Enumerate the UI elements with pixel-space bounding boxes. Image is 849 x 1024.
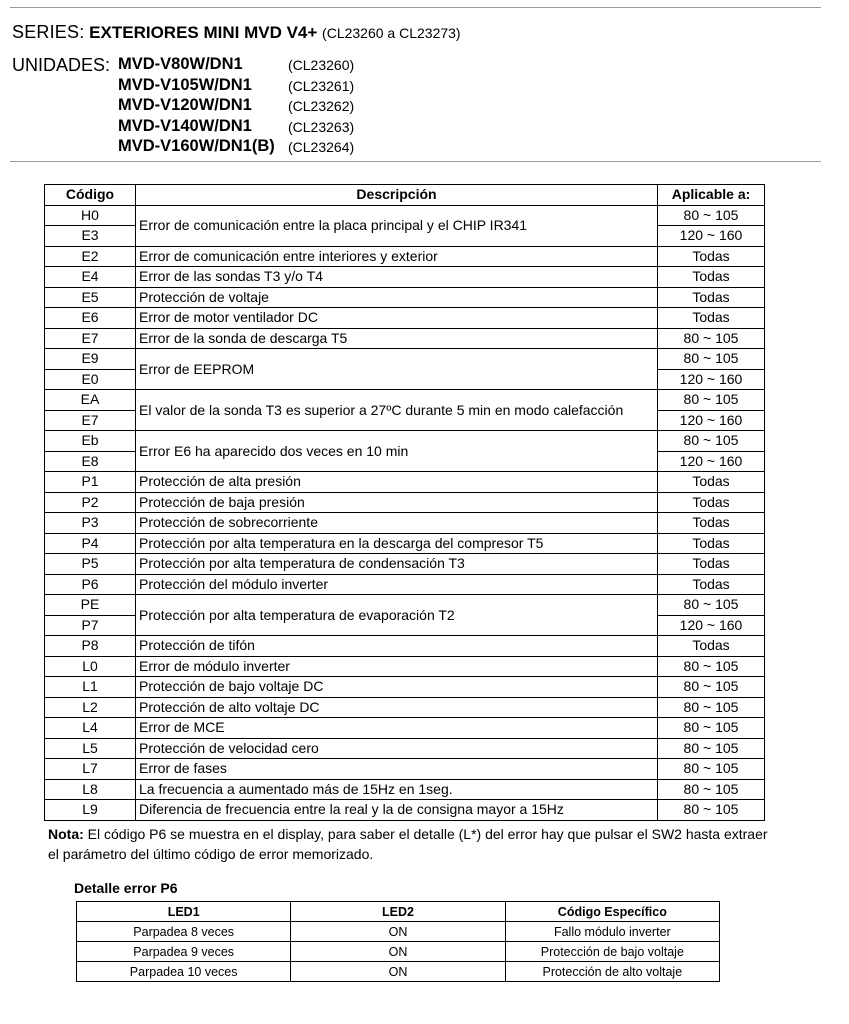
series-name: EXTERIORES MINI MVD V4+ bbox=[89, 23, 318, 42]
unit-row bbox=[118, 75, 355, 97]
series-range: (CL23260 a CL23273) bbox=[322, 25, 461, 41]
error-applies: 80 ~ 105 bbox=[658, 205, 765, 226]
error-applies: 80 ~ 105 bbox=[658, 738, 765, 759]
table-row bbox=[45, 656, 765, 677]
table-row bbox=[45, 205, 765, 226]
error-applies: Todas bbox=[658, 267, 765, 288]
error-code: PE bbox=[45, 595, 136, 616]
error-description: La frecuencia a aumentado más de 15Hz en 1seg. bbox=[136, 779, 658, 800]
error-code: L7 bbox=[45, 759, 136, 780]
table-row bbox=[45, 800, 765, 821]
p6-led1: Parpadea 9 veces bbox=[77, 942, 291, 962]
error-description: Protección de bajo voltaje DC bbox=[136, 677, 658, 698]
error-code: L1 bbox=[45, 677, 136, 698]
error-applies: Todas bbox=[658, 308, 765, 329]
table-row bbox=[45, 492, 765, 513]
error-description: Protección por alta temperatura de evaporación T2 bbox=[136, 595, 658, 636]
error-applies: 80 ~ 105 bbox=[658, 595, 765, 616]
table-row bbox=[45, 513, 765, 534]
table-row bbox=[45, 349, 765, 370]
error-code: L8 bbox=[45, 779, 136, 800]
table-row bbox=[45, 533, 765, 554]
error-description: Protección de alta presión bbox=[136, 472, 658, 493]
header-applies: Aplicable a: bbox=[658, 185, 765, 206]
table-row bbox=[45, 738, 765, 759]
error-code: E4 bbox=[45, 267, 136, 288]
error-description: Error E6 ha aparecido dos veces en 10 min bbox=[136, 431, 658, 472]
error-applies: 120 ~ 160 bbox=[658, 226, 765, 247]
unit-code: (CL23261) bbox=[288, 77, 355, 94]
header-rule bbox=[10, 161, 821, 162]
error-description: Error de comunicación entre la placa principal y el CHIP IR341 bbox=[136, 205, 658, 246]
error-code: P4 bbox=[45, 533, 136, 554]
unit-row bbox=[118, 137, 355, 158]
error-applies: Todas bbox=[658, 554, 765, 575]
error-description: Protección de tifón bbox=[136, 636, 658, 657]
error-code: P1 bbox=[45, 472, 136, 493]
table-row bbox=[45, 759, 765, 780]
error-applies: 120 ~ 160 bbox=[658, 410, 765, 431]
p6-header-led1: LED1 bbox=[77, 902, 291, 922]
error-applies: Todas bbox=[658, 513, 765, 534]
error-code: EA bbox=[45, 390, 136, 411]
error-code: E9 bbox=[45, 349, 136, 370]
error-code: E7 bbox=[45, 328, 136, 349]
table-row bbox=[45, 718, 765, 739]
error-description: El valor de la sonda T3 es superior a 27ºC durante 5 min en modo calefacción bbox=[136, 390, 658, 431]
unit-code: (CL23263) bbox=[288, 118, 355, 135]
error-applies: Todas bbox=[658, 246, 765, 267]
table-row bbox=[45, 677, 765, 698]
p6-led1: Parpadea 8 veces bbox=[77, 922, 291, 942]
error-code: E5 bbox=[45, 287, 136, 308]
error-code: P8 bbox=[45, 636, 136, 657]
table-row bbox=[45, 267, 765, 288]
table-row bbox=[45, 390, 765, 411]
error-applies: 80 ~ 105 bbox=[658, 779, 765, 800]
p6-detail-title: Detalle error P6 bbox=[74, 880, 178, 896]
table-row bbox=[45, 308, 765, 329]
unit-model: MVD-V80W/DN1 bbox=[118, 55, 243, 73]
unit-model: MVD-V160W/DN1(B) bbox=[118, 137, 275, 155]
p6-row bbox=[77, 922, 720, 942]
error-applies: 80 ~ 105 bbox=[658, 800, 765, 821]
unit-model: MVD-V105W/DN1 bbox=[118, 75, 252, 94]
error-code: L5 bbox=[45, 738, 136, 759]
p6-led2: ON bbox=[291, 962, 505, 982]
note-text: El código P6 se muestra en el display, para saber el detalle (L*) del error hay que pulsar el SW2 hasta extraer el parámetro del último código de error memorizado. bbox=[48, 826, 768, 862]
p6-led1: Parpadea 10 veces bbox=[77, 962, 291, 982]
unidades-label: UNIDADES: bbox=[12, 55, 111, 75]
error-applies: 80 ~ 105 bbox=[658, 718, 765, 739]
units-list bbox=[118, 55, 355, 158]
unit-model: MVD-V140W/DN1 bbox=[118, 116, 252, 135]
p6-code: Protección de bajo voltaje bbox=[505, 942, 719, 962]
error-code: H0 bbox=[45, 205, 136, 226]
error-applies: Todas bbox=[658, 636, 765, 657]
error-description: Protección por alta temperatura de condensación T3 bbox=[136, 554, 658, 575]
p6-header-code: Código Específico bbox=[505, 902, 719, 922]
p6-header-led2: LED2 bbox=[291, 902, 505, 922]
error-applies: 80 ~ 105 bbox=[658, 697, 765, 718]
error-applies: 80 ~ 105 bbox=[658, 431, 765, 452]
error-applies: Todas bbox=[658, 574, 765, 595]
error-code: E0 bbox=[45, 369, 136, 390]
error-applies: Todas bbox=[658, 287, 765, 308]
series-line bbox=[12, 22, 461, 43]
error-code: L0 bbox=[45, 656, 136, 677]
table-row bbox=[45, 595, 765, 616]
table-row bbox=[45, 431, 765, 452]
error-code-table bbox=[44, 184, 765, 821]
unit-code: (CL23262) bbox=[288, 98, 355, 114]
table-row bbox=[45, 779, 765, 800]
error-description: Error de fases bbox=[136, 759, 658, 780]
series-label: SERIES: bbox=[12, 22, 85, 42]
error-description: Error de módulo inverter bbox=[136, 656, 658, 677]
error-applies: 80 ~ 105 bbox=[658, 349, 765, 370]
error-description: Protección de sobrecorriente bbox=[136, 513, 658, 534]
p6-code: Fallo módulo inverter bbox=[505, 922, 719, 942]
unit-row bbox=[118, 116, 355, 138]
p6-code: Protección de alto voltaje bbox=[505, 962, 719, 982]
table-header-row bbox=[45, 185, 765, 206]
p6-header-row bbox=[77, 902, 720, 922]
p6-row bbox=[77, 962, 720, 982]
error-applies: Todas bbox=[658, 492, 765, 513]
error-description: Error de motor ventilador DC bbox=[136, 308, 658, 329]
p6-led2: ON bbox=[291, 922, 505, 942]
error-description: Protección por alta temperatura en la descarga del compresor T5 bbox=[136, 533, 658, 554]
header-description: Descripción bbox=[136, 185, 658, 206]
error-code: E7 bbox=[45, 410, 136, 431]
error-applies: Todas bbox=[658, 472, 765, 493]
error-applies: 80 ~ 105 bbox=[658, 656, 765, 677]
unit-code: (CL23260) bbox=[288, 57, 355, 73]
table-row bbox=[45, 287, 765, 308]
error-code: E3 bbox=[45, 226, 136, 247]
unit-row bbox=[118, 96, 355, 117]
p6-led2: ON bbox=[291, 942, 505, 962]
error-code: L9 bbox=[45, 800, 136, 821]
error-description: Error de MCE bbox=[136, 718, 658, 739]
table-row bbox=[45, 697, 765, 718]
error-description: Protección de alto voltaje DC bbox=[136, 697, 658, 718]
error-applies: 80 ~ 105 bbox=[658, 390, 765, 411]
error-code: P2 bbox=[45, 492, 136, 513]
error-description: Diferencia de frecuencia entre la real y la de consigna mayor a 15Hz bbox=[136, 800, 658, 821]
error-code: Eb bbox=[45, 431, 136, 452]
error-description: Error de la sonda de descarga T5 bbox=[136, 328, 658, 349]
error-code: E6 bbox=[45, 308, 136, 329]
error-code: P6 bbox=[45, 574, 136, 595]
error-applies: 120 ~ 160 bbox=[658, 451, 765, 472]
note bbox=[48, 824, 768, 864]
error-applies: Todas bbox=[658, 533, 765, 554]
table-row bbox=[45, 574, 765, 595]
table-row bbox=[45, 246, 765, 267]
table-row bbox=[45, 328, 765, 349]
error-description: Error de las sondas T3 y/o T4 bbox=[136, 267, 658, 288]
error-applies: 120 ~ 160 bbox=[658, 369, 765, 390]
error-code: P5 bbox=[45, 554, 136, 575]
table-row bbox=[45, 636, 765, 657]
error-description: Error de EEPROM bbox=[136, 349, 658, 390]
unit-model: MVD-V120W/DN1 bbox=[118, 96, 252, 114]
table-row bbox=[45, 554, 765, 575]
error-description: Protección del módulo inverter bbox=[136, 574, 658, 595]
top-rule bbox=[10, 7, 821, 8]
note-label: Nota: bbox=[48, 826, 84, 842]
header-code: Código bbox=[45, 185, 136, 206]
error-code: E8 bbox=[45, 451, 136, 472]
error-code: E2 bbox=[45, 246, 136, 267]
error-description: Protección de velocidad cero bbox=[136, 738, 658, 759]
error-code: L2 bbox=[45, 697, 136, 718]
p6-row bbox=[77, 942, 720, 962]
unit-row bbox=[118, 55, 355, 76]
error-description: Protección de baja presión bbox=[136, 492, 658, 513]
error-description: Error de comunicación entre interiores y exterior bbox=[136, 246, 658, 267]
unit-code: (CL23264) bbox=[288, 139, 355, 155]
error-code: L4 bbox=[45, 718, 136, 739]
error-applies: 80 ~ 105 bbox=[658, 759, 765, 780]
error-applies: 80 ~ 105 bbox=[658, 328, 765, 349]
error-applies: 120 ~ 160 bbox=[658, 615, 765, 636]
error-description: Protección de voltaje bbox=[136, 287, 658, 308]
error-code: P3 bbox=[45, 513, 136, 534]
table-row bbox=[45, 472, 765, 493]
error-code: P7 bbox=[45, 615, 136, 636]
p6-detail-table bbox=[76, 901, 720, 982]
error-applies: 80 ~ 105 bbox=[658, 677, 765, 698]
